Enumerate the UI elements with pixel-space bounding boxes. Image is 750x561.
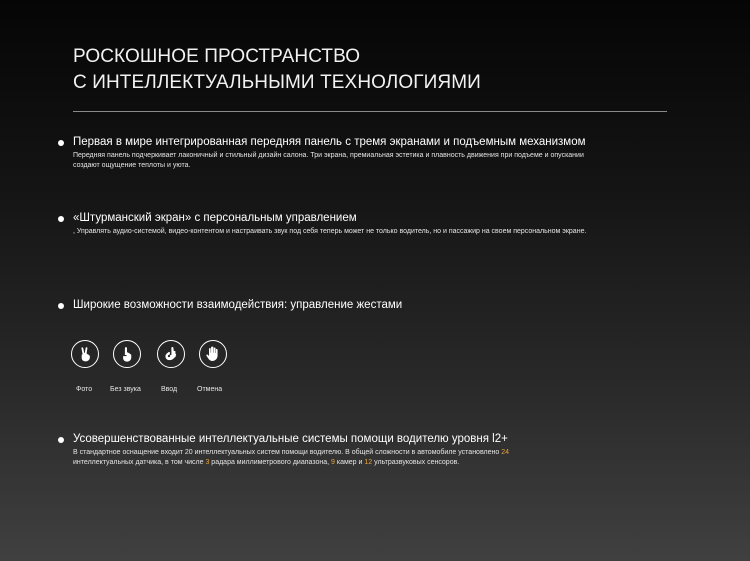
sensor-count-total: 24	[501, 449, 509, 456]
gesture-label-enter: Ввод	[161, 386, 178, 393]
desc-text: В стандартное оснащение входит 20 интеллектуальных систем помощи водителю. В общей сложности в автомобиле установлено	[73, 449, 502, 456]
gesture-label-cancel: Отмена	[197, 386, 223, 393]
feature-title: Широкие возможности взаимодействия: управление жестами	[73, 299, 403, 311]
feature-description: Передняя панель подчеркивает лаконичный и стильный дизайн салона. Три экрана, премиальная эстетика и плавность движения при подъеме и опускании создают ощущение теплоты и уюта.	[73, 152, 584, 169]
camera-count: 9	[331, 459, 335, 466]
desc-text: интеллектуальных датчика, в том числе	[73, 459, 206, 466]
desc-text: радара миллиметрового диапазона,	[209, 459, 332, 466]
feature-item-navigator-screen	[73, 211, 693, 237]
feature-item-dashboard	[73, 135, 693, 171]
feature-item-adas	[73, 432, 693, 468]
gesture-label-photo: Фото	[76, 386, 93, 393]
page-title	[73, 44, 481, 96]
feature-description: , Управлять аудио-системой, видео-контентом и настраивать звук под себя теперь может не только водитель, но и пассажир на своем персональном экране.	[73, 228, 587, 235]
page-title-line-2: С ИНТЕЛЛЕКТУАЛЬНЫМИ ТЕХНОЛОГИЯМИ	[73, 72, 481, 93]
feature-title: Усовершенствованные интеллектуальные системы помощи водителю уровня l2+	[73, 433, 508, 445]
ultrasonic-count: 12	[364, 459, 373, 466]
page-title-line-1: РОСКОШНОЕ ПРОСТРАНСТВО	[73, 46, 361, 67]
ok-sign-hand-icon	[157, 340, 185, 368]
feature-title: Первая в мире интегрированная передняя панель с тремя экранами и подъемным механизмом	[73, 136, 586, 148]
gesture-label-mute: Без звука	[110, 386, 141, 393]
bullet-icon	[58, 140, 64, 146]
desc-text: камер и	[334, 459, 365, 466]
bullet-icon	[58, 437, 64, 443]
feature-title: «Штурманский экран» с персональным управлением	[73, 212, 357, 224]
peace-sign-hand-icon	[71, 340, 99, 368]
bullet-icon	[58, 216, 64, 222]
title-divider	[73, 111, 667, 112]
desc-text: ультразвуковых сенсоров.	[372, 459, 460, 466]
finger-to-lips-hand-icon	[113, 340, 141, 368]
radar-count: 3	[205, 459, 210, 466]
feature-item-gesture-control	[73, 298, 693, 313]
feature-description	[73, 448, 553, 468]
bullet-icon	[58, 303, 64, 309]
open-palm-hand-icon	[199, 340, 227, 368]
